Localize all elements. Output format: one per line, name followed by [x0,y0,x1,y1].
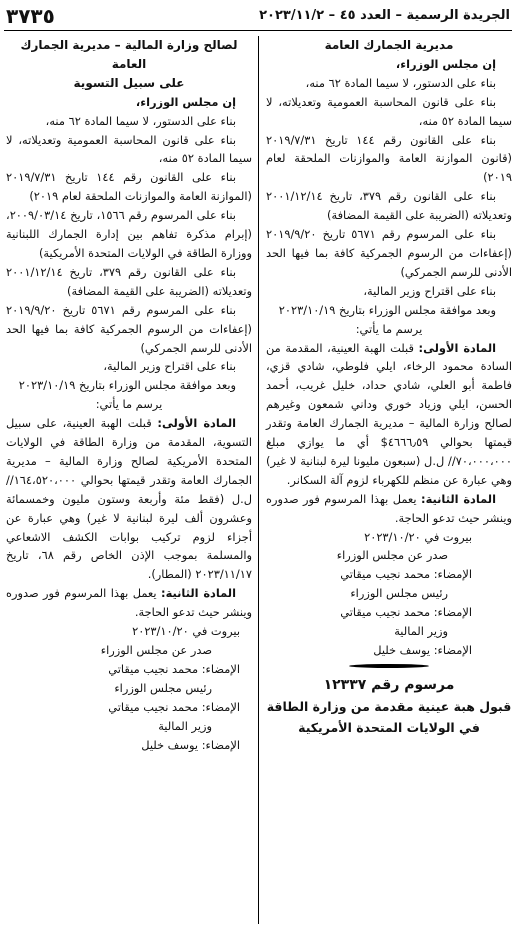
place-date: بيروت في ٢٠٢٣/١٠/٢٠ [132,624,240,639]
issued-by: صدر عن مجلس الوزراء [336,548,448,563]
signature-line: الإمضاء: يوسف خليل [373,643,472,657]
signatory-title: رئيس مجلس الوزراء [350,586,448,601]
gazette-title: الجريدة الرسمية – العدد ٤٥ – ٢٠٢٣/١١/٢ [259,8,510,23]
paragraph: بناء على الدستور، لا سيما المادة ٦٢ منه، [305,75,496,90]
section-divider [349,664,429,668]
signatory-title: وزير المالية [158,718,212,733]
paragraph: بناء على اقتراح وزير المالية، [363,283,496,298]
article-text: قبلت الهبة العينية، المقدمة من السادة محمود الرخاء، ايلي فلوطي، شادي قزي، فاطمة أبو العلي، شادي حداد، خليل غريب، أحمد الحسن، ايلي وزياد خوري وداني شمعون وغيرهم لصالح وزارة المالية – مديرية الجمارك العامة وتقدر قيمتها بحوالي ٤٦٦٦٫٥٩$ أي ما يوازي مبلغ ٧٠،٠٠٠،٠٠٠// ل.ل (سبعون مليونا ليرة لبنانية لا غير) وهي عبارة عن منظم للكهرباء لزوم آلة السكانر. [266,340,513,487]
section-heading: لصالح وزارة المالية – مديرية الجمارك العامة [20,38,238,71]
paragraph: وبعد موافقة مجلس الوزراء بتاريخ ٢٠٢٣/١٠/١٩ [18,378,236,393]
article-text: قبلت الهبة العينية، على سبيل التسوية، المقدمة من وزارة الطاقة في الولايات المتحدة الأمريكية لصالح وزارة المالية – مديرية الجمارك العامة وتقدر قيمتها بحوالي ١٦٤،٥٢٠،٠٠٠// ل.ل (فقط مئة وأربعة وستون مليون وخمسمائة وعشرون ألف ليرة لبنانية لا غير) وهي عبارة عن أجزاء لزوم تركيب بوابات الكشف الاشعاعي والمسلمة بموجب الإذن الخاص رقم ٦٨، تاريخ ٢٠٢٣/١١/١٧ (المطار). [6,416,253,582]
page-number: ٣٧٣٥ [6,4,55,28]
article-1 [6,414,252,584]
decree-phrase: يرسم ما يأتي: [355,321,423,336]
column-divider [258,36,259,924]
signature-line: الإمضاء: محمد نجيب ميقاتي [108,699,240,714]
article-label: المادة الأولى: [418,340,496,355]
decree-number: مرسوم رقم ١٢٣٣٧ [323,676,455,693]
paragraph: بناء على المرسوم رقم ١٥٦٦، تاريخ ٢٠٠٩/٠٣/١٤، (إبرام مذكرة تفاهم بين إدارة الجمارك اللبنانية ووزارة الطاقة في الولايات المتحدة الأمريكية) [6,208,252,260]
paragraph: بناء على القانون رقم ٣٧٩، تاريخ ٢٠٠١/١٢/١٤ وتعديلاته (الضريبة على القيمة المضافة) [6,264,252,298]
article-1 [266,339,512,490]
paragraph: بناء على المرسوم رقم ٥٦٧١ تاريخ ٢٠١٩/٩/٢٠ (إعفاءات من الرسوم الجمركية كافة بما فيها الحد الأدنى للرسم الجمركي) [266,227,512,279]
signature-line: الإمضاء: يوسف خليل [141,737,240,752]
article-2 [266,490,512,528]
council-opening: إن مجلس الوزراء، [395,56,496,71]
right-column [266,36,512,928]
paragraph: بناء على القانون رقم ١٤٤ تاريخ ٢٠١٩/٧/٣١ (قانون الموازنة العامة والموازنات الملحقة لعام ٢٠١٩) [266,132,512,185]
article-label: المادة الثانية: [421,491,496,506]
article-text: يعمل بهذا المرسوم فور صدوره وينشر حيث تدعو الحاجة. [6,586,252,620]
page-header [4,4,512,31]
paragraph: بناء على قانون المحاسبة العمومية وتعديلاته، لا سيما المادة ٥٢ منه، [266,94,512,128]
signature-line: الإمضاء: محمد نجيب ميقاتي [108,661,240,676]
council-opening: إن مجلس الوزراء، [135,94,236,109]
issued-by: صدر عن مجلس الوزراء [100,643,212,657]
signature-line: الإمضاء: محمد نجيب ميقاتي [340,605,472,620]
article-label: المادة الأولى: [157,416,236,431]
left-column [6,36,252,928]
signature-line: الإمضاء: محمد نجيب ميقاتي [340,567,472,582]
paragraph: وبعد موافقة مجلس الوزراء بتاريخ ٢٠٢٣/١٠/١٩ [278,302,496,317]
place-date: بيروت في ٢٠٢٣/١٠/٢٠ [364,529,472,544]
decree-subject: في الولايات المتحدة الأمريكية [298,719,480,735]
article-text: يعمل بهذا المرسوم فور صدوره وينشر حيث تدعو الحاجة. [266,491,512,525]
section-heading: مديرية الجمارك العامة [324,38,454,52]
article-2 [6,584,252,622]
decree-subject: قبول هبة عينية مقدمة من وزارة الطاقة [266,698,512,714]
paragraph: بناء على اقتراح وزير المالية، [103,359,236,374]
decree-phrase: يرسم ما يأتي: [95,397,163,412]
signatory-title: وزير المالية [394,624,448,639]
section-heading: على سبيل التسوية [73,75,185,90]
paragraph: بناء على المرسوم رقم ٥٦٧١ تاريخ ٢٠١٩/٩/٢٠ (إعفاءات من الرسوم الجمركية كافة بما فيها الحد الأدنى للرسم الجمركي) [6,302,252,355]
paragraph: بناء على القانون رقم ٣٧٩، تاريخ ٢٠٠١/١٢/١٤ وتعديلاته (الضريبة على القيمة المضافة) [266,189,512,223]
paragraph: بناء على القانون رقم ١٤٤ تاريخ ٢٠١٩/٧/٣١ (الموازنة العامة والموازنات الملحقة لعام ٢٠١٩) [6,170,252,204]
article-label: المادة الثانية: [161,586,236,601]
paragraph: بناء على الدستور، لا سيما المادة ٦٢ منه، [45,113,236,128]
paragraph: بناء على قانون المحاسبة العمومية وتعديلاته، لا سيما المادة ٥٢ منه، [6,132,252,166]
signatory-title: رئيس مجلس الوزراء [114,680,212,695]
